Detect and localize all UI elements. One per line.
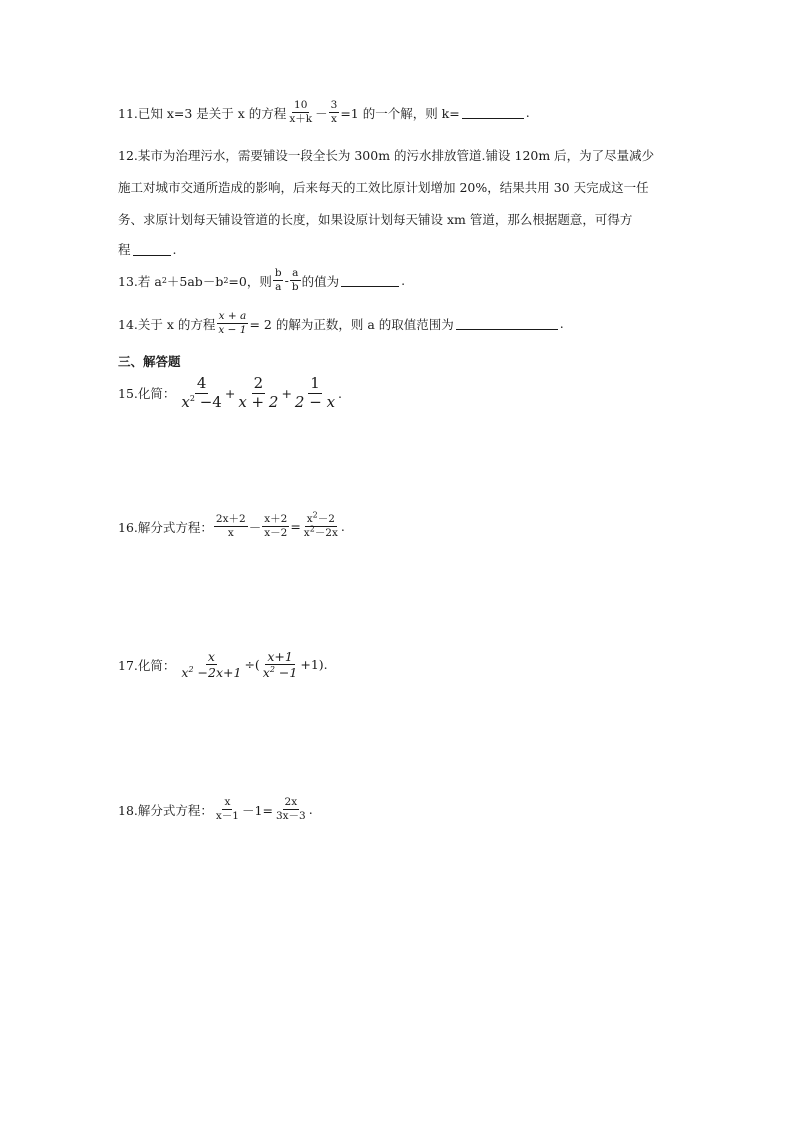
question-18: 18.解分式方程： $\frac{x}{x-1}$ －1= $\frac{2x}{3x-3}$ . <box>118 796 313 823</box>
q15-fraction-2: $\frac{2}{x + 2}$ <box>238 374 279 411</box>
q11-fraction-2: $\frac{3}{x}$ <box>330 99 338 126</box>
q13-fraction-1: $\frac{b}{a}$ <box>274 267 282 294</box>
question-13: 13.若 a 2 ＋5ab－b 2 =0，则 $\frac{b}{a}$ - $\frac{a}{b}$ 的值为 . <box>118 267 406 294</box>
question-14: 14.关于 x 的方程 $\frac{x + a}{x - 1}$ = 2 的解为正数，则 a 的取值范围为 . <box>118 310 564 337</box>
q16-fraction-3: $\frac{x^2-2}{x^2-2x}$ <box>303 510 338 540</box>
q11-answer-blank[interactable] <box>462 106 524 119</box>
question-17: 17.化简： $\frac{x}{x^2 -2x+1}$ ÷( $\frac{x+1}{x^2 -1}$ +1) . <box>118 649 328 681</box>
q17-fraction-2: $\frac{x+1}{x^2 -1}$ <box>262 649 298 681</box>
question-15: 15.化简： $\frac{4}{x^2 -4}$ + $\frac{2}{x + 2}$ + $\frac{1}{2 - x}$ . <box>118 374 343 411</box>
q12-answer-blank[interactable] <box>133 243 171 256</box>
q16-fraction-1: $\frac{2x+2}{x}$ <box>215 513 246 540</box>
q14-answer-blank[interactable] <box>456 317 558 330</box>
question-11: 11.已知 x=3 是关于 x 的方程 $\frac{10}{x+k}$ － $\frac{3}{x}$ =1 的一个解，则 k= . <box>118 99 530 126</box>
q18-fraction-1: $\frac{x}{x-1}$ <box>215 796 239 823</box>
question-12-line-3: 务、求原计划每天铺设管道的长度，如果设原计划每天铺设 xm 管道，那么根据题意，可得方 <box>118 212 633 227</box>
q16-fraction-2: $\frac{x+2}{x-2}$ <box>264 513 288 540</box>
section-heading: 三、解答题 <box>118 354 181 369</box>
q18-fraction-2: $\frac{2x}{3x-3}$ <box>275 796 306 823</box>
question-12-line-4: 程 . <box>118 241 177 257</box>
q13-answer-blank[interactable] <box>341 274 399 287</box>
q11-fraction-1: $\frac{10}{x+k}$ <box>289 99 313 126</box>
q15-fraction-1: $\frac{4}{x^2 -4}$ <box>181 374 222 411</box>
q11-text: 11.已知 x=3 是关于 x 的方程 <box>118 105 287 121</box>
q13-fraction-2: $\frac{a}{b}$ <box>291 267 299 294</box>
q17-fraction-1: $\frac{x}{x^2 -2x+1}$ <box>181 649 242 681</box>
q15-fraction-3: $\frac{1}{2 - x}$ <box>294 374 336 411</box>
question-16: 16.解分式方程： $\frac{2x+2}{x}$ － $\frac{x+2}{x-2}$ = $\frac{x^2-2}{x^2-2x}$ . <box>118 510 345 540</box>
question-12-line-1: 12.某市为治理污水，需要铺设一段全长为 300m 的污水排放管道.铺设 120m 后，为了尽量减少 <box>118 148 655 163</box>
question-12-line-2: 施工对城市交通所造成的影响，后来每天的工效比原计划增加 20%，结果共用 30 天完成这一任 <box>118 180 649 195</box>
q14-fraction: $\frac{x + a}{x - 1}$ <box>218 310 247 337</box>
